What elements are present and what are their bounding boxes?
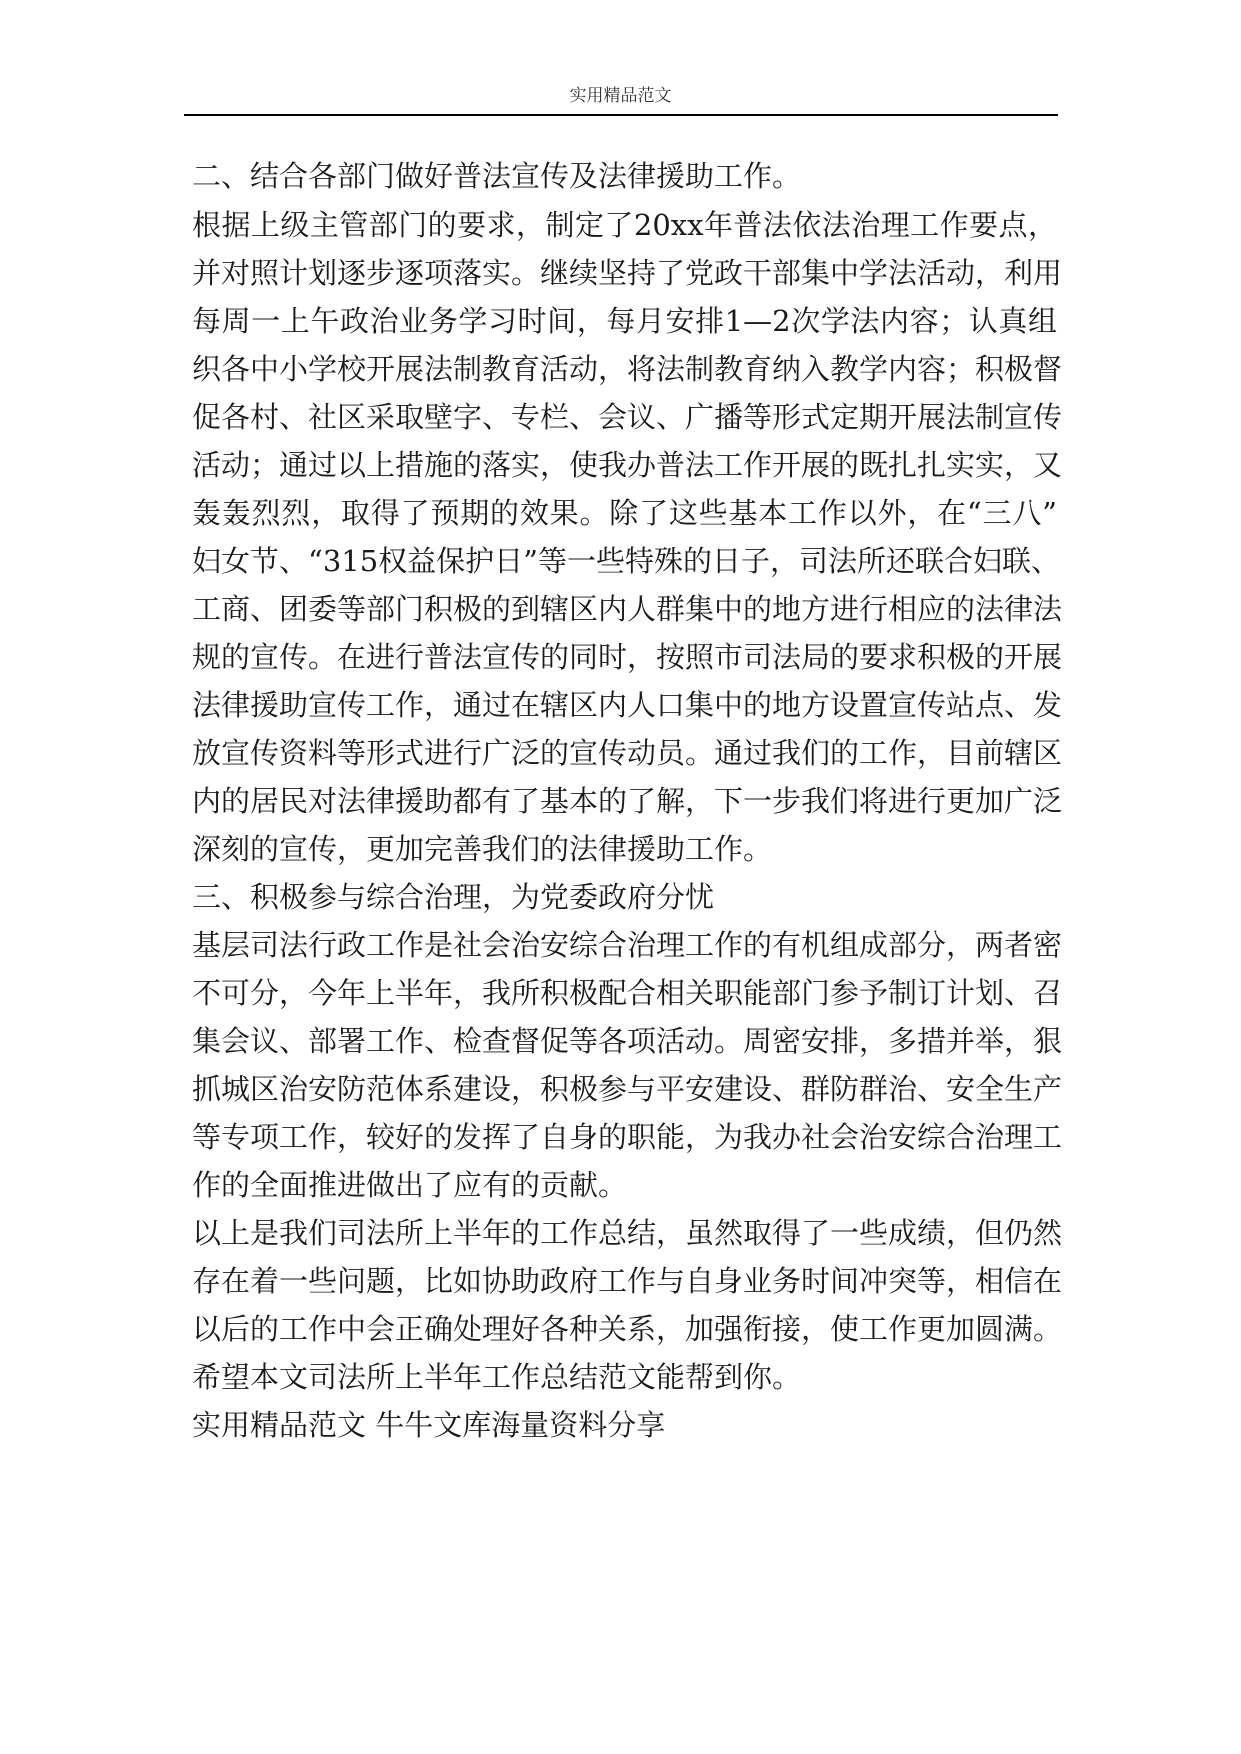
body-line: 织各中小学校开展法制教育活动，将法制教育纳入教学内容；积极督 (192, 352, 1063, 386)
body-line: 法律援助宣传工作，通过在辖区内人口集中的地方设置宣传站点、发 (192, 688, 1063, 722)
body-line: 规的宣传。在进行普法宣传的同时，按照市司法局的要求积极的开展 (192, 640, 1063, 674)
body-line: 集会议、部署工作、检查督促等各项活动。周密安排，多措并举，狠 (192, 1024, 1063, 1058)
section-heading: 三、积极参与综合治理，为党委政府分忧 (192, 880, 715, 914)
body-line: 妇女节、“315权益保护日”等一些特殊的日子，司法所还联合妇联、 (192, 544, 1061, 578)
body-line: 轰轰烈烈，取得了预期的效果。除了这些基本工作以外，在“三八” (192, 496, 1057, 530)
body-line: 工商、团委等部门积极的到辖区内人群集中的地方进行相应的法律法 (192, 592, 1063, 626)
body-line: 内的居民对法律援助都有了基本的了解，下一步我们将进行更加广泛 (192, 784, 1063, 818)
body-line: 存在着一些问题，比如协助政府工作与自身业务时间冲突等，相信在 (192, 1264, 1063, 1298)
body-line: 以后的工作中会正确处理好各种关系，加强衔接，使工作更加圆满。 (192, 1312, 1063, 1346)
header-rule (184, 114, 1058, 116)
body-line: 希望本文司法所上半年工作总结范文能帮到你。 (192, 1360, 802, 1394)
body-line: 作的全面推进做出了应有的贡献。 (192, 1168, 628, 1202)
body-line: 促各村、社区采取壁字、专栏、会议、广播等形式定期开展法制宣传 (192, 400, 1063, 434)
page-header: 实用精品范文 (569, 86, 672, 106)
section-heading: 二、结合各部门做好普法宣传及法律援助工作。 (192, 159, 802, 193)
body-line: 根据上级主管部门的要求，制定了20xx年普法依法治理工作要点， (192, 208, 1057, 242)
body-line: 并对照计划逐步逐项落实。继续坚持了党政干部集中学法活动，利用 (192, 256, 1063, 290)
body-line: 抓城区治安防范体系建设，积极参与平安建设、群防群治、安全生产 (192, 1072, 1063, 1106)
body-line: 基层司法行政工作是社会治安综合治理工作的有机组成部分，两者密 (192, 928, 1063, 962)
body-line: 不可分，今年上半年，我所积极配合相关职能部门参予制订计划、召 (192, 976, 1063, 1010)
body-line: 深刻的宣传，更加完善我们的法律援助工作。 (192, 832, 773, 866)
body-line: 以上是我们司法所上半年的工作总结，虽然取得了一些成绩，但仍然 (192, 1216, 1063, 1250)
footer-line: 实用精品范文 牛牛文库海量资料分享 (192, 1408, 666, 1442)
body-line: 等专项工作，较好的发挥了自身的职能，为我办社会治安综合治理工 (192, 1120, 1063, 1154)
body-line: 活动；通过以上措施的落实，使我办普法工作开展的既扎扎实实，又 (192, 448, 1063, 482)
body-line: 放宣传资料等形式进行广泛的宣传动员。通过我们的工作，目前辖区 (192, 736, 1063, 770)
body-line: 每周一上午政治业务学习时间，每月安排1—2次学法内容；认真组 (192, 304, 1057, 338)
